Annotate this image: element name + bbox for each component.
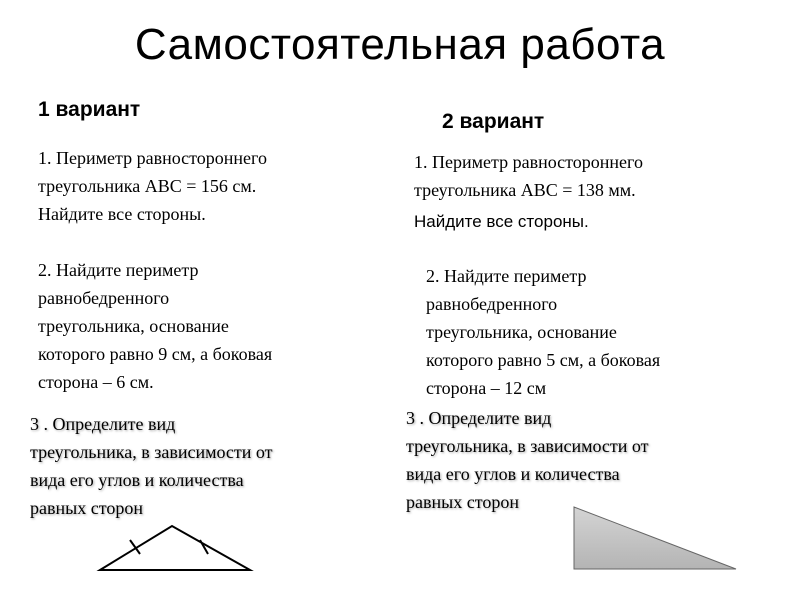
task-line: Найдите все стороны.	[414, 212, 589, 231]
task-line: треугольника, в зависимости от	[406, 436, 649, 456]
variant-1-task-3	[30, 410, 273, 522]
variant-1-task-2	[38, 256, 272, 396]
task-line: которого равно 5 см, а боковая	[426, 350, 661, 370]
task-line: Найдите все стороны.	[38, 204, 206, 224]
task-line: равных сторон	[30, 498, 143, 518]
task-line: которого равно 9 см, а боковая	[38, 344, 273, 364]
task-line: равных сторон	[406, 492, 519, 512]
task-line: 1. Периметр равностороннего	[38, 148, 267, 168]
task-line: 3 . Определите вид	[30, 414, 176, 434]
variant-1-task-1	[38, 144, 267, 228]
page-title: Самостоятельная работа	[134, 20, 666, 69]
task-line: 2. Найдите периметр	[38, 260, 199, 280]
task-line: 2. Найдите периметр	[426, 266, 587, 286]
variant-1-heading: 1 вариант	[38, 98, 141, 121]
task-line: треугольника ABC = 138 мм.	[414, 180, 636, 200]
task-line: треугольника, основание	[426, 322, 617, 342]
task-line: сторона – 6 см.	[38, 372, 154, 392]
task-line: 1. Периметр равностороннего	[414, 152, 643, 172]
task-line: сторона – 12 см	[426, 378, 547, 398]
task-line: треугольника, основание	[38, 316, 229, 336]
isosceles-triangle-figure	[96, 520, 256, 576]
variant-2-task-3	[406, 404, 649, 516]
task-line: вида его углов и количества	[406, 464, 620, 484]
variant-2-task-1	[414, 148, 643, 236]
variant-2-task-2	[426, 262, 660, 402]
task-line: равнобедренного	[426, 294, 558, 314]
task-line: треугольника ABC = 156 см.	[38, 176, 257, 196]
right-triangle-figure	[570, 504, 742, 574]
task-line: треугольника, в зависимости от	[30, 442, 273, 462]
variant-2-heading: 2 вариант	[442, 110, 545, 133]
task-line: вида его углов и количества	[30, 470, 244, 490]
task-line: равнобедренного	[38, 288, 170, 308]
task-line: 3 . Определите вид	[406, 408, 552, 428]
